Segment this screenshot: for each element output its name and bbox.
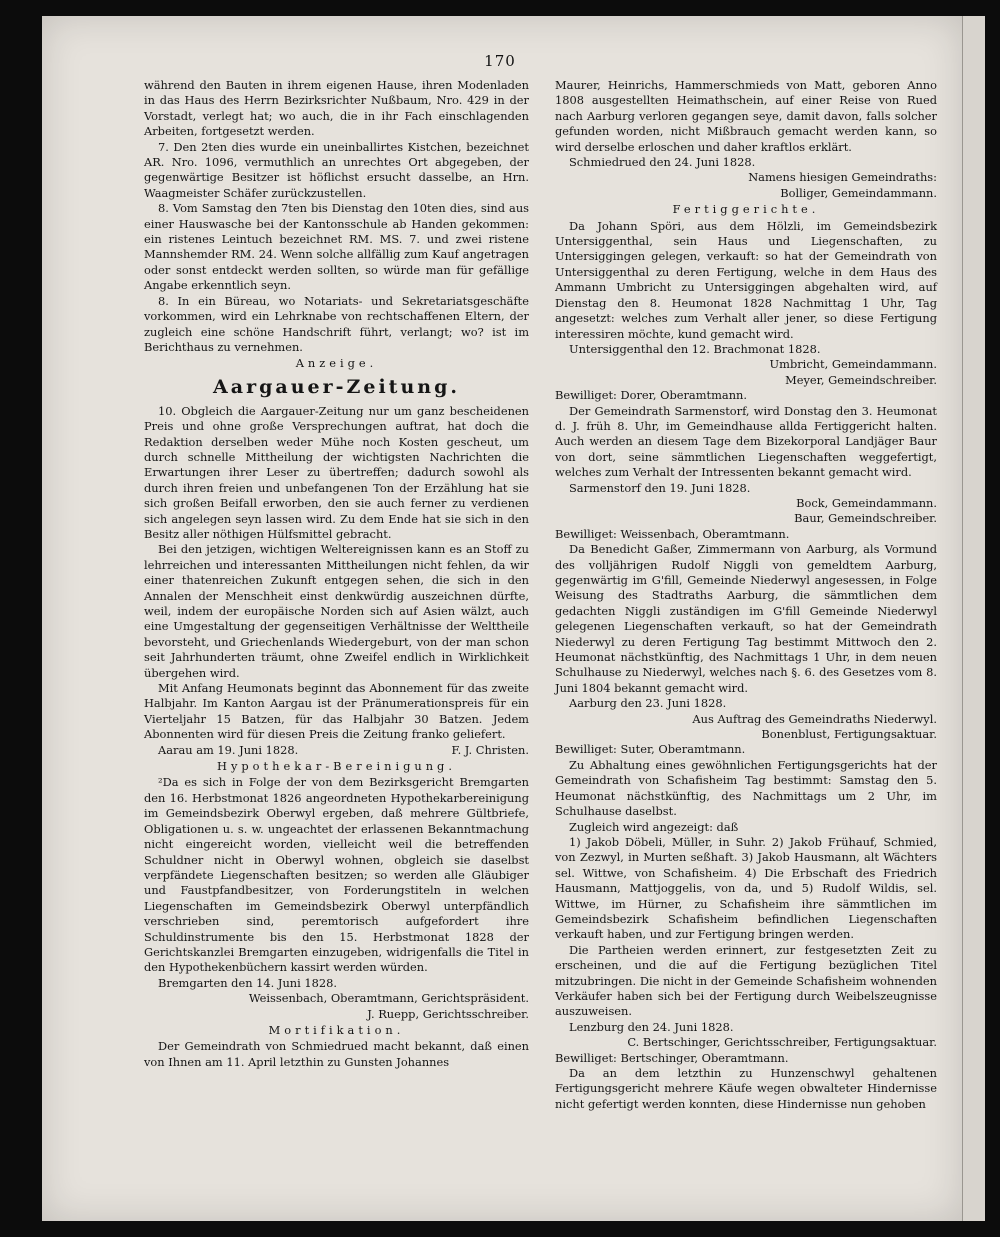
- dateline: Untersiggenthal den 12. Brachmonat 1828.: [569, 341, 821, 356]
- approval-line: Bewilliget: Weissenbach, Oberamtmann.: [555, 526, 790, 541]
- date-signature-row: [144, 743, 529, 758]
- paragraph: Da Benedicht Gaßer, Zimmermann von Aarburg, als Vormund des volljährigen Rudolf Niggli von gemeldtem Aarburg, gegenwärtig im G'fill, Gemeinde Niederwyl angesessen, in Folge Weisung des Stadtraths Aarburg, die sämmtlichen dem gedachten Niggli zuständigen im G'fill Gemeinde Niederwyl gelegenen Liegenschaften verkauft, so hat der Gemeindrath Niederwyl zu deren Fertigung Tag bestimmt Mittwoch den 2. Heumonat nächstkünftig, des Nachmittags 1 Uhr, in dem neuen Schulhause zu Niederwyl, welches nach §. 6. des Gesetzes vom 8. Juni 1804 bekannt gemacht wird.: [555, 542, 937, 695]
- paragraph: Bei den jetzigen, wichtigen Weltereignissen kann es an Stoff zu lehrreichen und interessanten Mittheilungen nicht fehlen, da wir einer thatenreichen Zukunft entgegen sehen, die sich in den Annalen der Menschheit einst denkwürdig auszeichnen dürfte, weil, indem der europäische Norden sich auf Asien wälzt, auch eine Umgestaltung der gegenseitigen Verhältnisse der Welttheile bevorsteht, und Griechenlands Wiedergeburt, von der man schon seit Jahrhunderten träumt, ohne Zweifel endlich in Wirklichkeit übergehen wird.: [144, 542, 529, 680]
- paragraph: Da an dem letzthin zu Hunzenschwyl gehaltenen Fertigungsgericht mehrere Käufe wegen obwalteter Hindernisse nicht gefertigt werden konnten, diese Hindernisse nun gehoben: [555, 1066, 937, 1111]
- right-column: [555, 78, 937, 1112]
- paragraph: 1) Jakob Döbeli, Müller, in Suhr. 2) Jakob Frühauf, Schmied, von Zezwyl, in Murten seßhaft. 3) Jakob Hausmann, alt Wächters sel. Wittwe, von Schafisheim. 4) Die Erbschaft des Friedrich Hausmann, Mattjoggelis, von da, und 5) Rudolf Wildis, sel. Wittwe, im Hürner, zu Schafisheim ihre sämmtlichen im Gemeindsbezirk Schafisheim befindlichen Liegenschaften verkauft haben, und zur Fertigung bringen werden.: [555, 834, 937, 942]
- dateline: Sarmenstorf den 19. Juni 1828.: [569, 480, 751, 495]
- paragraph: Der Gemeindrath Sarmenstorf, wird Donstag den 3. Heumonat d. J. früh 8. Uhr, im Gemeindhause allda Fertiggericht halten. Auch werden an diesem Tage dem Bizekorporal Landjäger Baur von dort, seine sämmtlichen Liegenschaften weggefertigt, welches zum Verhalt der Intressenten bekannt gemacht wird.: [555, 403, 937, 480]
- signature: Bock, Gemeindammann.: [796, 495, 937, 510]
- left-column: [144, 78, 529, 1070]
- approval-line: Bewilliget: Dorer, Oberamtmann.: [555, 388, 747, 403]
- page-edge: [962, 16, 985, 1221]
- signature: Weissenbach, Oberamtmann, Gerichtspräsident.: [248, 991, 529, 1006]
- paragraph: 10. Obgleich die Aargauer-Zeitung nur um ganz bescheidenen Preis und ohne große Versprechungen auftrat, hat doch die Redaktion derselben weder Mühe noch Kosten gescheut, um durch schnelle Mittheilung der wichtigsten Nachrichten die Erwartungen ihrer Leser zu übertreffen; dadurch sowohl als durch ihren freien und unbefangenen Ton der Erzählung hat sie sich großen Beifall erworben, den sie auch ferner zu verdienen sich angelegen seyn lassen wird. Zu dem Ende hat sie sich in den Besitz aller nöthigen Hülfsmittel gebracht.: [144, 403, 529, 541]
- paragraph: 8. Vom Samstag den 7ten bis Dienstag den 10ten dies, sind aus einer Hauswasche bei der Kantonsschule ab Handen gekommen: ein ristenes Leintuch bezeichnet RM. MS. 7. und zwei ristene Mannshemder RM. 24. Wenn solche allfällig zum Kauf angetragen oder sonst entdeckt werden sollten, so würde man für gefällige Angabe erkenntlich seyn.: [144, 201, 529, 293]
- paragraph: Da Johann Spöri, aus dem Hölzli, im Gemeindsbezirk Untersiggenthal, sein Haus und Liegenschaften, zu Untersiggingen gelegen, verkauft: so hat der Gemeindrath von Untersiggenthal zu deren Fertigung, welche in dem Haus des Ammann Umbricht zu Untersiggingen abgehalten wird, auf Dienstag den 8. Heumonat 1828 Nachmittag 1 Uhr, Tag angesetzt: welches zum Verhalt aller jener, so diese Fertigung interessiren möchte, kund gemacht wird.: [555, 218, 937, 341]
- signature: Bonenblust, Fertigungsaktuar.: [761, 727, 937, 742]
- dateline: Aarburg den 23. Juni 1828.: [569, 696, 727, 711]
- page-number: 170: [484, 52, 516, 70]
- approval-line: Bewilliget: Bertschinger, Oberamtmann.: [555, 1050, 789, 1065]
- paragraph: Mit Anfang Heumonats beginnt das Abonnement für das zweite Halbjahr. Im Kanton Aargau ist der Pränumerationspreis für ein Vierteljahr 15 Batzen, für das Halbjahr 30 Batzen. Jedem Abonnenten wird für diesen Preis die Zeitung franko geliefert.: [144, 681, 529, 742]
- paragraph: Zugleich wird angezeigt: daß: [569, 819, 739, 834]
- paragraph: Der Gemeindrath von Schmiedrued macht bekannt, daß einen von Ihnen am 11. April letzthin zu Gunsten Johannes: [144, 1039, 529, 1069]
- approval-line: Bewilliget: Suter, Oberamtmann.: [555, 742, 746, 757]
- section-heading: Mortifikation.: [268, 1022, 405, 1037]
- signature: Namens hiesigen Gemeindraths:: [748, 170, 937, 185]
- signature: Bolliger, Gemeindammann.: [780, 185, 937, 200]
- paragraph: Die Partheien werden erinnert, zur festgesetzten Zeit zu erscheinen, und die auf die Fertigung bezüglichen Titel mitzubringen. Die nicht in der Gemeinde Schafisheim wohnenden Verkäufer haben sich bei der Fertigung durch Weibelszeugnisse auszuweisen.: [555, 942, 937, 1019]
- dateline: Lenzburg den 24. Juni 1828.: [569, 1019, 734, 1034]
- signature: Baur, Gemeindschreiber.: [794, 511, 937, 526]
- signature: J. Ruepp, Gerichtsschreiber.: [367, 1006, 529, 1021]
- paragraph: während den Bauten in ihrem eigenen Hause, ihren Modenladen in das Haus des Herrn Bezirksrichter Nußbaum, Nro. 429 in der Vorstadt, verlegt hat; wo auch, die in ihr Fach einschlagenden Arbeiten, fortgesetzt werden.: [144, 78, 529, 139]
- dateline: Bremgarten den 14. Juni 1828.: [158, 975, 337, 990]
- paragraph: Maurer, Heinrichs, Hammerschmieds von Matt, geboren Anno 1808 ausgestellten Heimathschein, auf einer Reise von Rued nach Aarburg verloren gegangen seye, damit davon, falls solcher gefunden worden, nicht Mißbrauch gemacht werden kann, so wird derselbe erloschen und daher kraftlos erklärt.: [555, 78, 937, 154]
- section-heading: Fertiggerichte.: [672, 202, 820, 217]
- dateline: Schmiedrued den 24. Juni 1828.: [569, 155, 756, 170]
- paragraph: Zu Abhaltung eines gewöhnlichen Fertigungsgerichts hat der Gemeindrath von Schafisheim Tag bestimmt: Samstag den 5. Heumonat nächstkünftig, des Nachmittags um 2 Uhr, im Schulhause daselbst.: [555, 757, 937, 819]
- signature: F. J. Christen.: [451, 742, 529, 757]
- paragraph: ²Da es sich in Folge der von dem Bezirksgericht Bremgarten den 16. Herbstmonat 1826 angeordneten Hypothekarbereinigung im Gemeindsbezirk Oberwyl ergeben, daß mehrere Gültbriefe, Obligationen u. s. w. ungeachtet der erlassenen Bekanntmachung nicht eingereicht worden, vielleicht weil die betreffenden Schuldner nicht in Oberwyl wohnen, obgleich sie daselbst verpfändete Liegenschaften besitzen; so werden alle Gläubiger und Faustpfandbesitzer, von Forderungstiteln in welchen Liegenschaften im Gemeindsbezirk Oberwyl unterpfändlich verschrieben sind, peremtorisch aufgefordert ihre Schuldinstrumente bis den 15. Herbstmonat 1828 der Gerichtskanzlei Bremgarten einzugeben, widrigenfalls die Titel in den Hypothekenbüchern kassirt werden würden.: [144, 775, 529, 975]
- signature: Aus Auftrag des Gemeindraths Niederwyl.: [692, 711, 937, 726]
- newspaper-title: Aargauer-Zeitung.: [213, 375, 460, 398]
- paragraph: 8. In ein Büreau, wo Notariats- und Sekretariatsgeschäfte vorkommen, wird ein Lehrknabe von rechtschaffenen Eltern, der zugleich eine schöne Handschrift führt, verlangt; wo? ist im Berichthaus zu vernehmen.: [144, 293, 529, 354]
- dateline: Aarau am 19. Juni 1828.: [158, 742, 299, 757]
- signature: Umbricht, Gemeindammann.: [769, 357, 937, 372]
- section-heading: Anzeige.: [295, 356, 378, 371]
- signature: Meyer, Gemeindschreiber.: [785, 372, 937, 387]
- signature: C. Bertschinger, Gerichtsschreiber, Fertigungsaktuar.: [627, 1035, 937, 1050]
- section-heading: Hypothekar-Bereinigung.: [217, 759, 456, 774]
- paragraph: 7. Den 2ten dies wurde ein uneinballirtes Kistchen, bezeichnet AR. Nro. 1096, vermuthlich an unrechtes Ort abgegeben, der gegenwärtige Besitzer ist höflichst ersucht dasselbe, an Hrn. Waagmeister Schäfer zurückzustellen.: [144, 139, 529, 200]
